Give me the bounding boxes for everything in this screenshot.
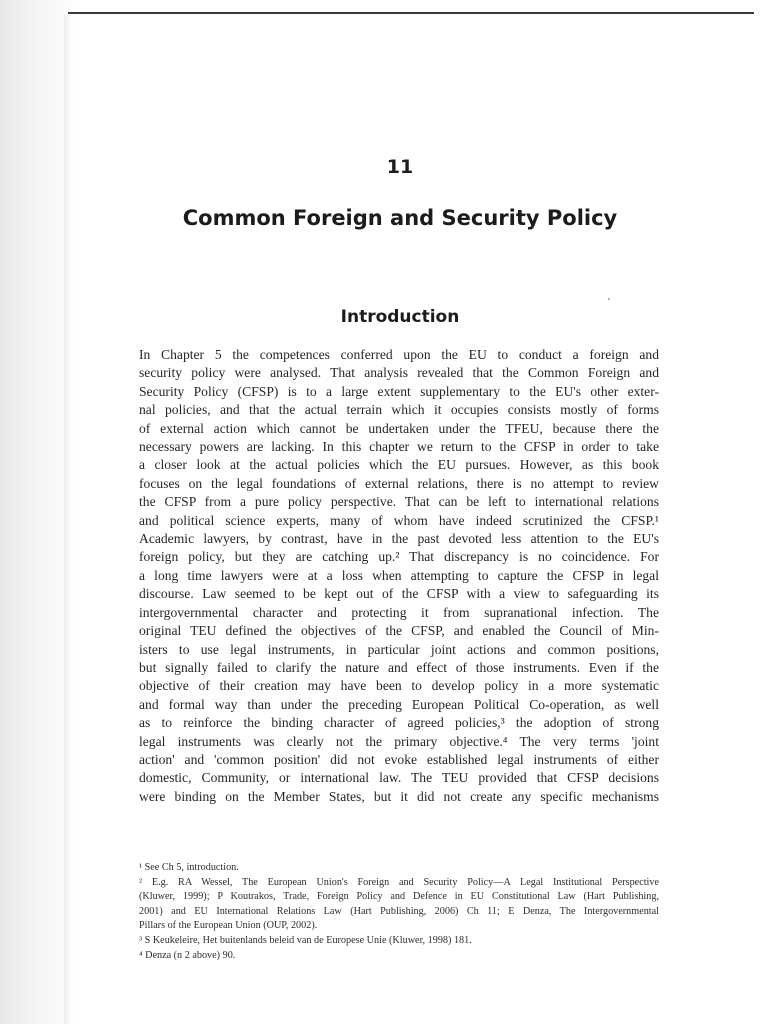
body-line: of external action which cannot be undertaken under the TFEU, because there the xyxy=(139,420,659,436)
body-line: as to reinforce the binding character of agreed policies,³ the adoption of strong xyxy=(139,715,659,731)
body-line: focuses on the legal foundations of external relations, there is no attempt to review xyxy=(139,475,659,491)
footnote-2-line: 2001) and EU International Relations Law (Hart Publishing, 2006) Ch 11; E Denza, The Intergovernmental xyxy=(139,905,659,917)
body-line: but signally failed to clarify the nature and effect of those instruments. Even if the xyxy=(139,659,659,675)
body-line: were binding on the Member States, but it did not create any specific mechanisms xyxy=(139,788,659,804)
footnote-3: ³ S Keukeleire, Het buitenlands beleid van de Europese Unie (Kluwer, 1998) 181. xyxy=(139,934,472,946)
chapter-title: Common Foreign and Security Policy xyxy=(182,206,618,230)
body-line: and political science experts, many of whom have indeed scrutinized the CFSP.¹ xyxy=(139,512,659,528)
body-paragraph xyxy=(139,346,659,806)
footnote-2-line: Pillars of the European Union (OUP, 2002). xyxy=(139,920,318,932)
body-line: necessary powers are lacking. In this chapter we return to the CFSP in order to take xyxy=(139,439,659,455)
body-line: intergovernmental character and protecting it from supranational infection. The xyxy=(139,604,659,620)
body-line: In Chapter 5 the competences conferred upon the EU to conduct a foreign and xyxy=(139,347,659,362)
body-line: domestic, Community, or international law. The TEU provided that CFSP decisions xyxy=(139,770,659,786)
section-heading: Introduction xyxy=(340,307,460,327)
footnote-2-line: ² E.g. RA Wessel, The European Union's Foreign and Security Policy—A Legal Institutional Perspective xyxy=(139,876,659,888)
body-line: legal instruments was clearly not the primary objective.⁴ The very terms 'joint xyxy=(139,733,659,749)
body-line: the CFSP from a pure policy perspective. That can be left to international relations xyxy=(139,494,659,510)
body-line: nal policies, and that the actual terrain which it occupies consists mostly of forms xyxy=(139,402,659,418)
body-line: discourse. Law seemed to be kept out of the CFSP with a view to safeguarding its xyxy=(139,586,659,602)
footnote-2-line: (Kluwer, 1999); P Koutrakos, Trade, Foreign Policy and Defence in EU Constitutional Law (Hart Publishing, xyxy=(139,891,659,903)
footnote-1: ¹ See Ch 5, introduction. xyxy=(139,862,239,873)
body-line: foreign policy, but they are catching up.² That discrepancy is no coincidence. For xyxy=(139,549,659,565)
body-line: original TEU defined the objectives of the CFSP, and enabled the Council of Min- xyxy=(139,623,659,639)
body-line: isters to use legal instruments, in particular joint actions and common positions, xyxy=(139,641,659,657)
body-line: objective of their creation may have been to develop policy in a more systematic xyxy=(139,678,659,694)
body-line: and formal way than under the preceding European Political Co-operation, as well xyxy=(139,696,659,712)
body-line: Security Policy (CFSP) is to a large extent supplementary to the EU's other exter- xyxy=(139,383,659,399)
footnote-4: ⁴ Denza (n 2 above) 90. xyxy=(139,949,236,961)
body-line: Academic lawyers, by contrast, have in the past devoted less attention to the EU's xyxy=(139,531,659,547)
body-line: a closer look at the actual policies which the EU pursues. However, as this book xyxy=(139,457,659,473)
scan-speck xyxy=(608,298,610,300)
body-line: security policy were analysed. That analysis revealed that the Common Foreign and xyxy=(139,365,659,381)
body-line: a long time lawyers were at a loss when attempting to capture the CFSP in legal xyxy=(139,567,659,583)
body-line: action' and 'common position' did not evoke established legal instruments of either xyxy=(139,751,659,767)
footnotes xyxy=(139,861,659,963)
page-top-edge xyxy=(68,12,754,14)
chapter-number: 11 xyxy=(386,156,414,178)
